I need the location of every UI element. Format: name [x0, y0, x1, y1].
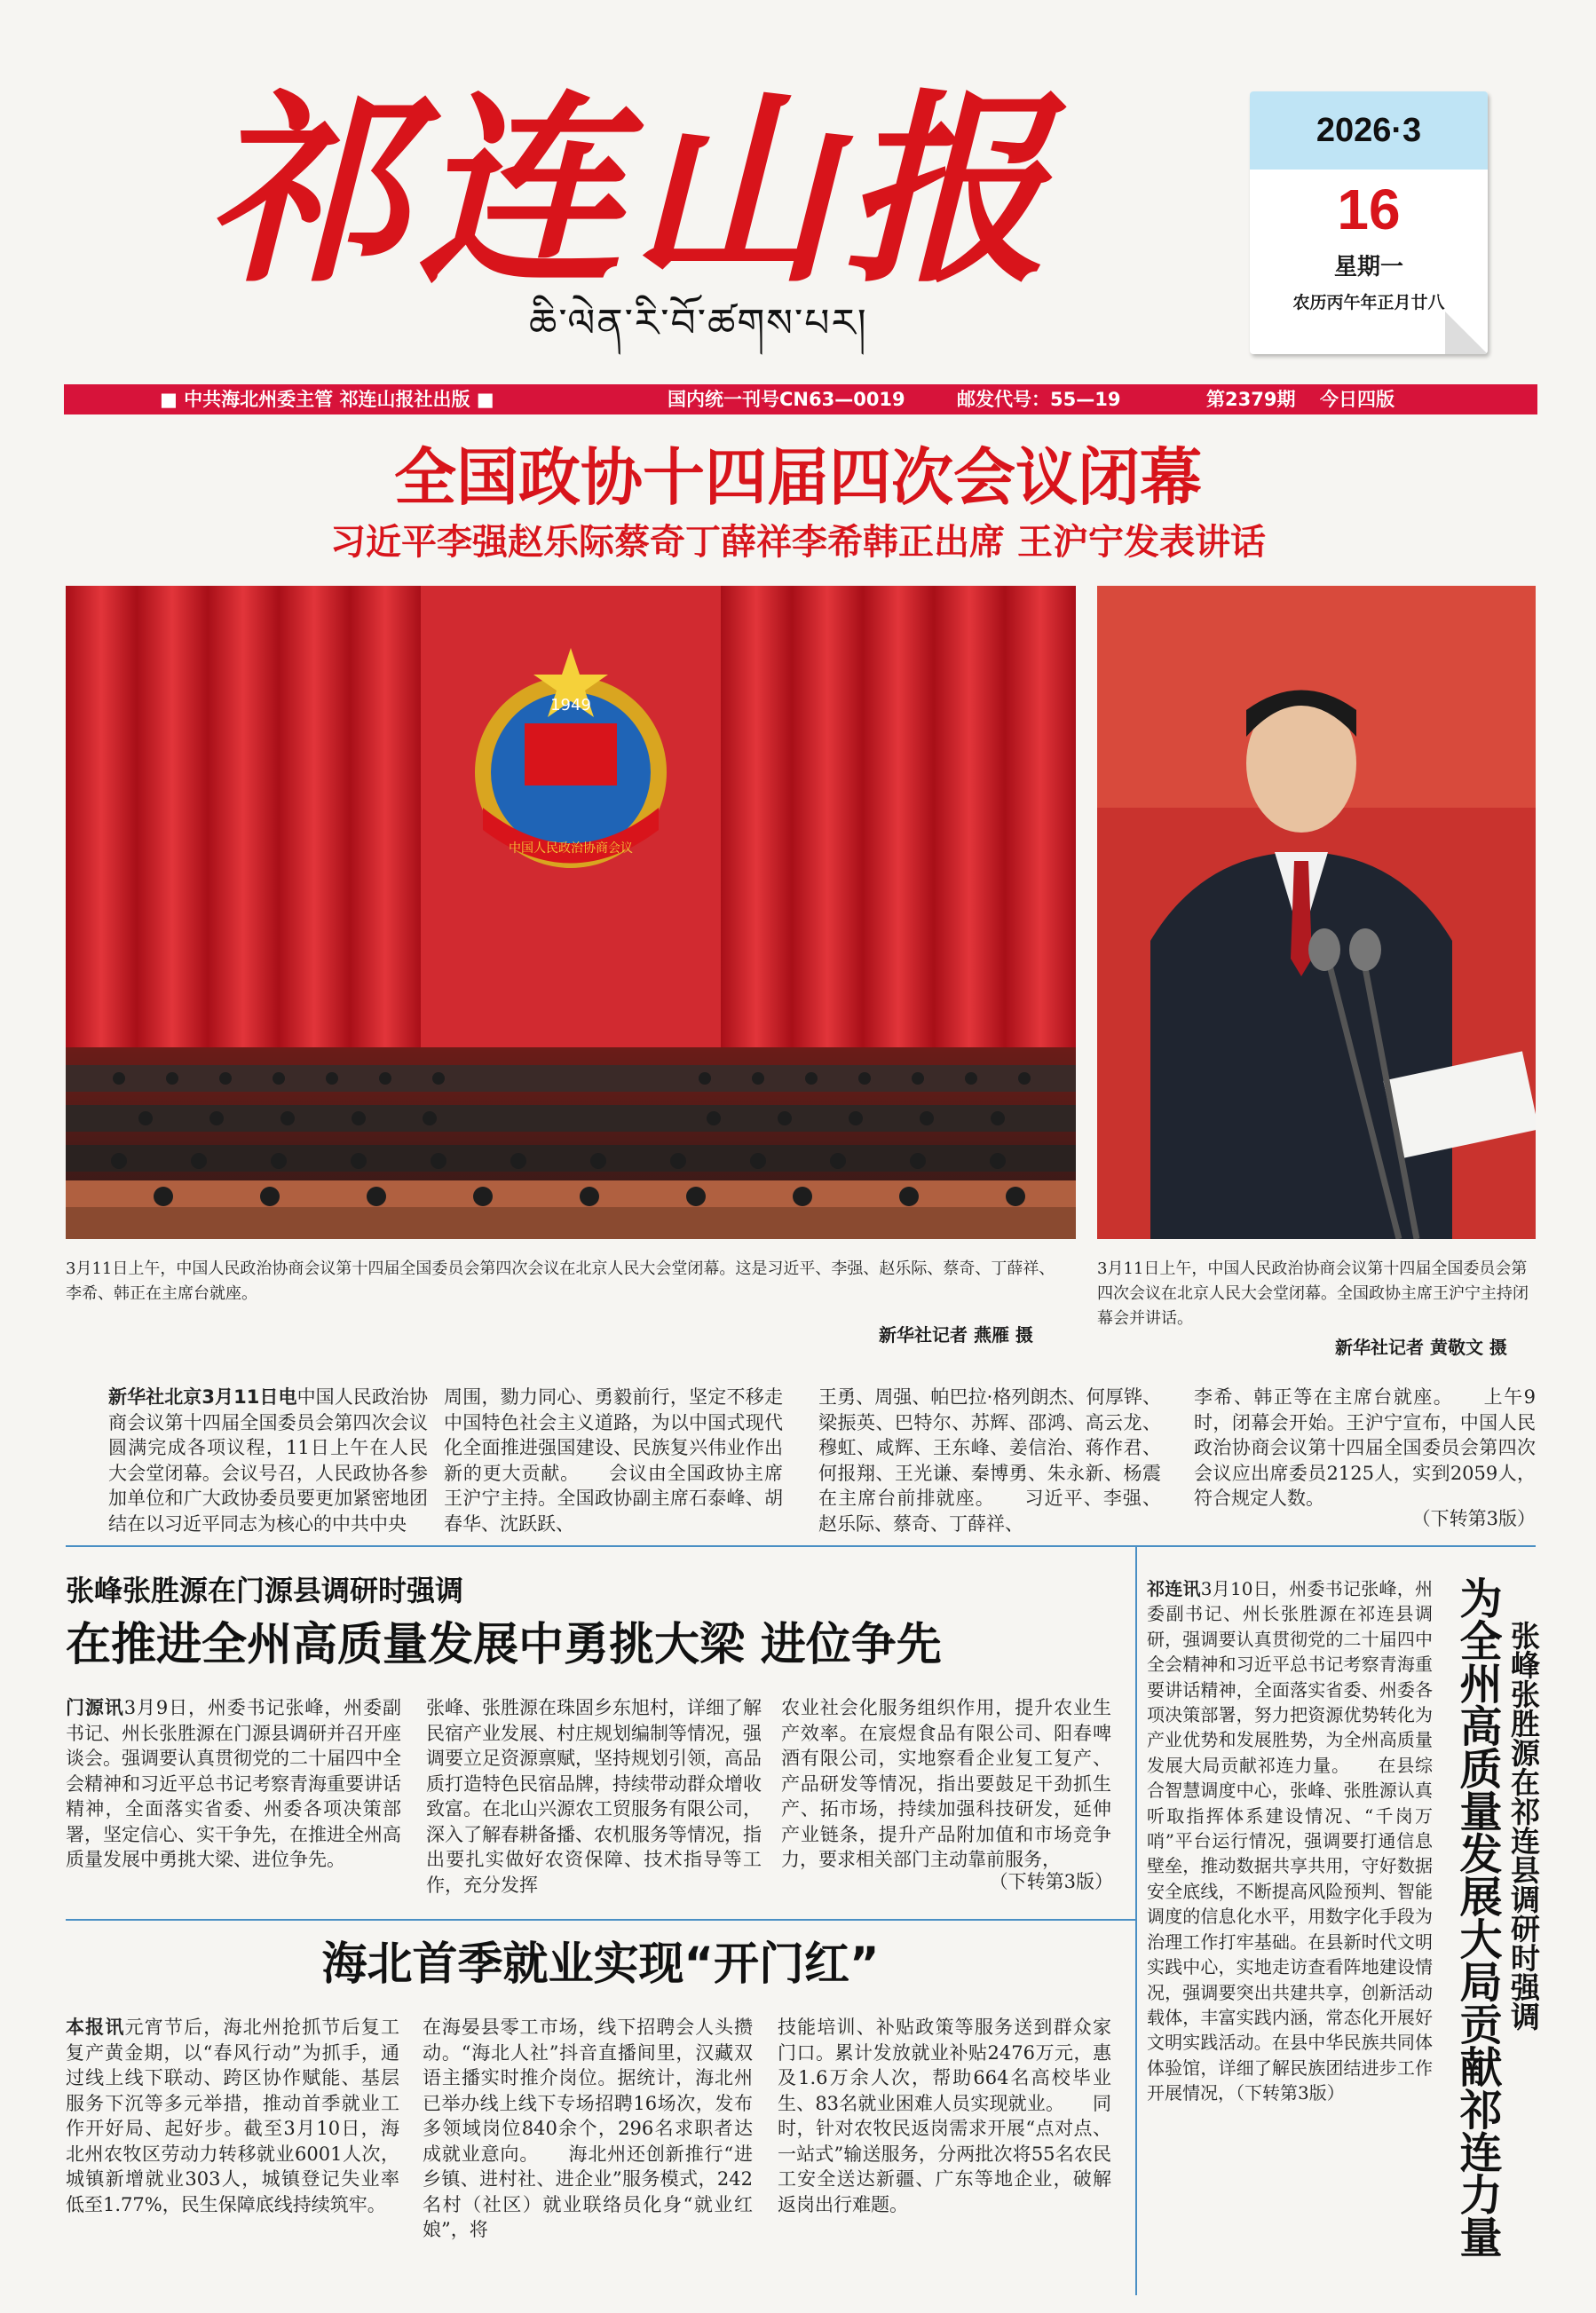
divider-rule	[66, 1545, 1536, 1547]
story4-jump: （下转第3版）	[1236, 2082, 1345, 2104]
story2-col3: 农业社会化服务组织作用，提升农业生产效率。在宸煜食品有限公司、阳春啤酒有限公司，实地察看企业复工复产、产品研发等情况，指出要鼓足干劲抓生产、拓市场，持续加强科技研发，延伸产业链条，提升产品附加值和市场竞争力，要求相关部门主动靠前服务，	[781, 1697, 1111, 1870]
story3-col2: 在海晏县零工市场，线下招聘会人头攒动。“海北人社”抖音直播间里，汉藏双语主播实时推介岗位。据统计，海北州已举办线上线下专场招聘16场次，发布多领域岗位840余个，296名求职者达成就业意向。 海北州还创新推行“进乡镇、进村社、进企业”服务模式，242名村（社区）就业联络员化身“就业红娘”，将	[423, 2017, 753, 2240]
story2-kicker: 张峰张胜源在门源县调研时强调	[66, 1574, 464, 1607]
divider-rule	[66, 1919, 1135, 1921]
calendar-weekday: 星期一	[1333, 254, 1403, 280]
story4-kicker: 张峰张胜源在祁连县调研时强调	[1506, 1621, 1541, 2031]
calendar-year-month: 2026·3	[1250, 91, 1488, 170]
story2-col1-text: 3月9日，州委书记张峰，州委副书记、州长张胜源在门源县调研并召开座谈会。强调要认真贯彻党的二十届四中全会精神和习近平总书记考察青海重要讲话精神，全面落实省委、州委各项决策部署，坚定信心、实干争先，在推进全州高质量发展中勇挑大梁、进位争先。	[66, 1697, 401, 1870]
story2-col1	[66, 1695, 401, 1873]
emblem-year: 1949	[550, 696, 591, 714]
story3-col3: 技能培训、补贴政策等服务送到群众家门口。累计发放就业补贴2476万元，惠及1.6万余人次，帮助664名高校毕业生、83名就业困难人员实现就业。 同时，针对农牧民返岗需求开展“点对点、一站式”输送服务，分两批次将55名农民工安全送达新疆、广东等地企业，破解返岗出行难题。	[778, 2017, 1111, 2215]
lead-body-col3: 王勇、周强、帕巴拉·格列朗杰、何厚铧、梁振英、巴特尔、苏辉、邵鸿、高云龙、穆虹、咸辉、王东峰、姜信治、蒋作君、何报翔、王光谦、秦博勇、朱永新、杨震在主席台前排就座。 习近平、李强、赵乐际、蔡奇、丁薛祥、	[818, 1386, 1161, 1535]
postal-code-text: 邮发代号：55—19	[957, 389, 1121, 410]
lead-jump: （下转第3版）	[1411, 1508, 1536, 1529]
lead-body-col1	[108, 1385, 428, 1536]
story2-headline: 在推进全州高质量发展中勇挑大梁 进位争先	[66, 1619, 942, 1671]
photo-left-credit: 新华社记者 燕雁 摄	[879, 1324, 1033, 1346]
calendar-lunar-date: 农历丙午年正月廿八	[1292, 293, 1445, 312]
conference-hall-photo	[66, 586, 1076, 1239]
lead-body-col1-text: 中国人民政治协商会议第十四届全国委员会第四次会议圆满完成各项议程，11日上午在人民大会堂闭幕。会议号召，人民政协各参加单位和广大政协委员要更加紧密地团结在以习近平同志为核心的中共中央	[108, 1386, 428, 1535]
photo-right-credit: 新华社记者 黄敬文 摄	[1335, 1337, 1507, 1358]
story2-jump: （下转第3版）	[989, 1871, 1113, 1892]
calendar-day: 16	[1337, 178, 1401, 241]
sponsor-text: ■ 中共海北州委主管 祁连山报社出版 ■	[160, 389, 494, 410]
speaker-photo	[1097, 586, 1536, 1239]
lead-subheadline: 习近平李强赵乐际蔡奇丁薛祥李希韩正出席 王沪宁发表讲话	[330, 522, 1266, 563]
photo-left-caption: 3月11日上午，中国人民政治协商会议第十四届全国委员会第四次会议在北京人民大会堂闭幕。这是习近平、李强、赵乐际、蔡奇、丁薛祥、李希、韩正在主席台就座。	[66, 1259, 1055, 1303]
lead-body-col2: 周围，勠力同心、勇毅前行，坚定不移走中国特色社会主义道路，为以中国式现代化全面推进强国建设、民族复兴伟业作出新的更大贡献。 会议由全国政协主席王沪宁主持。全国政协副主席石泰峰、胡春华、沈跃跃、	[444, 1386, 783, 1535]
vertical-divider-rule	[1135, 1545, 1137, 2295]
masthead-tibetan-title: ཆི་ལེན་རི་བོ་ཚགས་པར།	[529, 301, 868, 346]
story4-headline: 为全州高质量发展大局贡献祁连力量	[1452, 1576, 1502, 2258]
story4-body	[1147, 1576, 1433, 2106]
story3-col1-text: 元宵节后，海北州抢抓节后复工复产黄金期，以“春风行动”为抓手，通过线上线下联动、跨区协作赋能、基层服务下沉等多元举措，推动首季就业工作开好局、起好步。截至3月10日，海北州农牧区劳动力转移就业6001人次，城镇新增就业303人，城镇登记失业率低至1.77%，民生保障底线持续筑牢。	[66, 2017, 399, 2215]
story2-col2: 张峰、张胜源在珠固乡东旭村，详细了解民宿产业发展、村庄规划编制等情况，强调要立足资源禀赋，坚持规划引领，高品质打造特色民宿品牌，持续带动群众增收致富。在北山兴源农工贸服务有限公司，深入了解春耕备播、农机服务等情况，指出要扎实做好农资保障、技术指导等工作，充分发挥	[426, 1697, 762, 1896]
page-curl-decoration	[1445, 312, 1488, 354]
story2-dateline: 门源讯	[66, 1697, 124, 1718]
emblem-text: 中国人民政治协商会议	[509, 841, 633, 856]
lead-body-col4: 李希、韩正等在主席台就座。 上午9时，闭幕会开始。王沪宁宣布，中国人民政治协商会议第十四届全国委员会第四次会议应出席委员2125人，实到2059人，符合规定人数。	[1194, 1386, 1536, 1509]
photo-right-caption: 3月11日上午，中国人民政治协商会议第十四届全国委员会第四次会议在北京人民大会堂闭幕。全国政协主席王沪宁主持闭幕会并讲话。	[1097, 1259, 1529, 1328]
story4-dateline: 祁连讯	[1147, 1578, 1201, 1599]
masthead-title: 祁连山报	[204, 71, 1056, 311]
story3-headline: 海北首季就业实现“开门红”	[321, 1938, 880, 1991]
date-calendar	[1250, 91, 1488, 354]
lead-headline: 全国政协十四届四次会议闭幕	[394, 441, 1202, 514]
lead-dateline: 新华社北京3月11日电	[108, 1386, 297, 1408]
issue-number: 第2379期	[1206, 389, 1296, 410]
page-count: 今日四版	[1320, 389, 1395, 410]
story3-dateline: 本报讯	[66, 2017, 125, 2038]
story3-col1	[66, 2015, 399, 2217]
masthead-info-bar	[64, 384, 1537, 414]
story4-body-text: 3月10日，州委书记张峰，州委副书记、州长张胜源在祁连县调研，强调要认真贯彻党的二十届四中全会精神和习近平总书记考察青海重要讲话精神，全面落实省委、州委各项决策部署，努力把资源优势转化为产业优势和发展胜势，为全州高质量发展大局贡献祁连力量。 在县综合智慧调度中心，张峰、张胜源认真听取指挥体系建设情况、“千岗万哨”平台运行情况，强调要打通信息壁垒，推动数据共享共用，守好数据安全底线，不断提高风险预判、智能调度的信息化水平，用数字化手段为治理工作打牢基础。在县新时代文明实践中心，实地走访查看阵地建设情况，强调要突出共建共享，创新活动载体，丰富实践内涵，常态化开展好文明实践活动。在县中华民族共同体体验馆，详细了解民族团结进步工作开展情况，	[1147, 1578, 1433, 2104]
issn-text: 国内统一刊号CN63—0019	[668, 389, 905, 410]
